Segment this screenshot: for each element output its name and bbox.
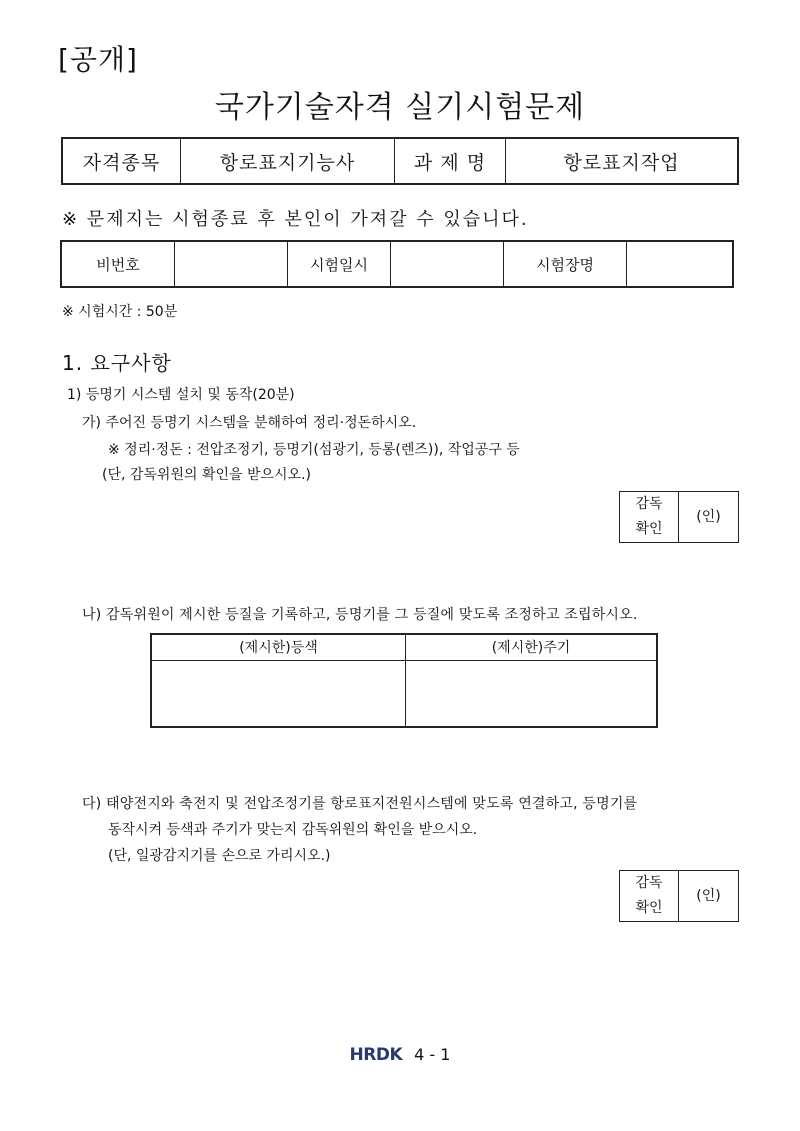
color-header: (제시한)등색	[151, 634, 406, 660]
confirm-seal[interactable]: (인)	[679, 871, 739, 922]
place-value[interactable]	[627, 241, 734, 287]
item-a: 가) 주어진 등명기 시스템을 분해하여 정리·정돈하시오.	[82, 415, 417, 431]
confirm-label-line1: 감독	[635, 496, 663, 512]
item-a-note-2: (단, 감독위원의 확인을 받으시오.)	[102, 467, 311, 483]
page-title: 국가기술자격 실기시험문제	[214, 90, 586, 125]
page-footer	[0, 1045, 800, 1065]
qualification-table	[61, 137, 739, 185]
qualification-label: 자격종목	[62, 138, 181, 184]
id-value[interactable]	[175, 241, 288, 287]
qualification-value: 항로표지기능사	[181, 138, 395, 184]
period-header: (제시한)주기	[406, 634, 658, 660]
lamp-quality-table	[150, 633, 658, 728]
color-value[interactable]	[151, 660, 406, 727]
task-label: 과 제 명	[395, 138, 506, 184]
date-label: 시험일시	[288, 241, 391, 287]
confirm-label-line2: 확인	[635, 900, 663, 916]
task-value: 항로표지작업	[506, 138, 739, 184]
subsection-title: 1) 등명기 시스템 설치 및 동작(20분)	[67, 387, 295, 403]
date-value[interactable]	[391, 241, 504, 287]
place-label: 시험장명	[504, 241, 627, 287]
public-tag: [공개]	[58, 43, 138, 76]
confirm-label	[620, 871, 679, 922]
supervisor-confirm-box-2	[619, 870, 739, 922]
section-title: 1. 요구사항	[62, 351, 172, 375]
page-number: 4 - 1	[414, 1045, 451, 1064]
hrdk-logo: HRDK	[349, 1045, 403, 1065]
item-c-line2: 동작시켜 등색과 주기가 맞는지 감독위원의 확인을 받으시오.	[108, 822, 478, 838]
confirm-seal[interactable]: (인)	[679, 492, 739, 543]
period-value[interactable]	[406, 660, 658, 727]
item-c-line1: 다) 태양전지와 축전지 및 전압조정기를 항로표지전원시스템에 맞도록 연결하고, 등명기를	[82, 796, 638, 812]
notice-text: ※ 문제지는 시험종료 후 본인이 가져갈 수 있습니다.	[62, 209, 529, 230]
supervisor-confirm-box	[619, 491, 739, 543]
id-label: 비번호	[61, 241, 175, 287]
item-c-line3: (단, 일광감지기를 손으로 가리시오.)	[108, 848, 331, 864]
item-a-note: ※ 정리·정돈 : 전압조정기, 등명기(섬광기, 등롱(렌즈)), 작업공구 등	[108, 442, 520, 458]
confirm-label	[620, 492, 679, 543]
exam-info-table	[60, 240, 734, 288]
confirm-label-line1: 감독	[635, 875, 663, 891]
item-b: 나) 감독위원이 제시한 등질을 기록하고, 등명기를 그 등질에 맞도록 조정하고 조립하시오.	[82, 607, 638, 623]
time-note: ※ 시험시간 : 50분	[62, 304, 178, 320]
confirm-label-line2: 확인	[635, 521, 663, 537]
